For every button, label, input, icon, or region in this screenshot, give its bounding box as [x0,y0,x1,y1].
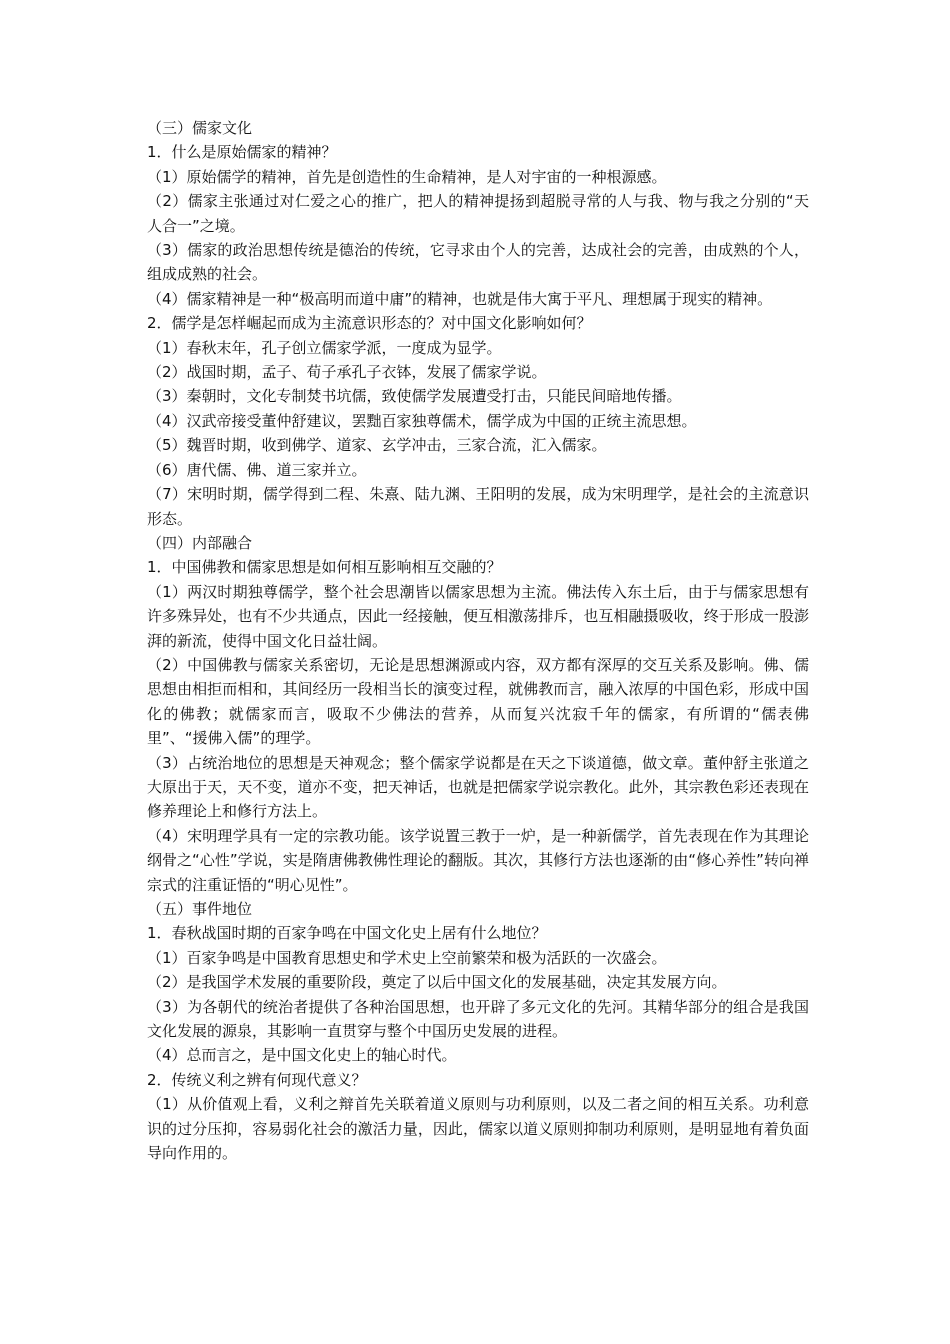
answer-item: （2）战国时期，孟子、荀子承孔子衣钵，发展了儒家学说。 [147,363,547,382]
answer-item: （4）儒家精神是一种“极高明而道中庸”的精神，也就是伟大寓于平凡、理想属于现实的精神。 [147,289,773,308]
answer-item: （3）占统治地位的思想是天神观念；整个儒家学说都是在天之下谈道德，做文章。董仲舒主张道之大原出于天，天不变，道亦不变，把天神话，也就是把儒家学说宗教化。此外，其宗教色彩还表现在修养理论上和修行方法上。 [147,753,809,821]
answer-item: （1）从价值观上看，义利之辩首先关联着道义原则与功利原则，以及二者之间的相互关系。功利意识的过分压抑，容易弱化社会的激活力量，因此，儒家以道义原则抑制功利原则，是明显地有着负面导向作用的。 [147,1095,809,1163]
answer-item: （1）春秋末年，孔子创立儒家学派，一度成为显学。 [147,338,502,357]
answer-item: （3）为各朝代的统治者提供了各种治国思想，也开辟了多元文化的先河。其精华部分的组合是我国文化发展的源泉，其影响一直贯穿与整个中国历史发展的进程。 [147,997,809,1041]
question-1-heading: 1．什么是原始儒家的精神？ [147,143,337,162]
question-2-heading: 2．儒学是怎样崛起而成为主流意识形态的？对中国文化影响如何？ [147,314,592,333]
answer-item: （4）宋明理学具有一定的宗教功能。该学说置三教于一炉，是一种新儒学，首先表现在作为其理论纲骨之“心性”学说，实是隋唐佛教佛性理论的翻版。其次，其修行方法也逐渐的由“修心养性”转向禅宗式的注重证悟的“明心见性”。 [147,826,809,894]
answer-item: （5）魏晋时期，收到佛学、道家、玄学冲击，三家合流，汇入儒家。 [147,436,607,455]
answer-item: （3）秦朝时，文化专制焚书坑儒，致使儒学发展遭受打击，只能民间暗地传播。 [147,387,682,406]
document-page [147,116,809,1165]
section-heading-confucian-culture: （三）儒家文化 [147,119,253,137]
answer-item: （1）百家争鸣是中国教育思想史和学术史上空前繁荣和极为活跃的一次盛会。 [147,948,667,967]
answer-item: （4）汉武帝接受董仲舒建议，罢黜百家独尊儒术，儒学成为中国的正统主流思想。 [147,411,697,430]
answer-item: （1）原始儒学的精神，首先是创造性的生命精神，是人对宇宙的一种根源感。 [147,167,667,186]
section-heading-internal-fusion: （四）内部融合 [147,533,253,552]
answer-item: （4）总而言之，是中国文化史上的轴心时代。 [147,1046,457,1065]
answer-item: （6）唐代儒、佛、道三家并立。 [147,460,367,479]
answer-item: （1）两汉时期独尊儒学，整个社会思潮皆以儒家思想为主流。佛法传入东土后，由于与儒家思想有许多殊异处，也有不少共通点，因此一经接触，便互相激荡排斥，也互相融摄吸收，终于形成一股澎湃的新流，使得中国文化日益壮阔。 [147,582,809,650]
answer-item: （2）儒家主张通过对仁爱之心的推广，把人的精神提扬到超脱寻常的人与我、物与我之分别的“天人合一”之境。 [147,192,809,235]
question-1-heading: 1．中国佛教和儒家思想是如何相互影响相互交融的？ [147,558,502,577]
section-heading-event-status: （五）事件地位 [147,900,253,918]
answer-item: （7）宋明时期，儒学得到二程、朱熹、陆九渊、王阳明的发展，成为宋明理学，是社会的主流意识形态。 [147,485,809,528]
answer-item: （2）中国佛教与儒家关系密切，无论是思想渊源或内容，双方都有深厚的交互关系及影响。佛、儒思想由相拒而相和，其间经历一段相当长的演变过程，就佛教而言，融入浓厚的中国色彩，形成中国化的佛教；就儒家而言，吸取不少佛法的营养，从而复兴沈寂千年的儒家，有所谓的“儒表佛里”、“援佛入儒”的理学。 [147,655,809,748]
answer-item: （2）是我国学术发展的重要阶段，奠定了以后中国文化的发展基础，决定其发展方向。 [147,973,727,992]
question-2-heading: 2．传统义利之辨有何现代意义？ [147,1070,367,1089]
question-1-heading: 1．春秋战国时期的百家争鸣在中国文化史上居有什么地位？ [147,924,547,943]
answer-item: （3）儒家的政治思想传统是德治的传统，它寻求由个人的完善，达成社会的完善，由成熟的个人，组成成熟的社会。 [147,241,809,284]
